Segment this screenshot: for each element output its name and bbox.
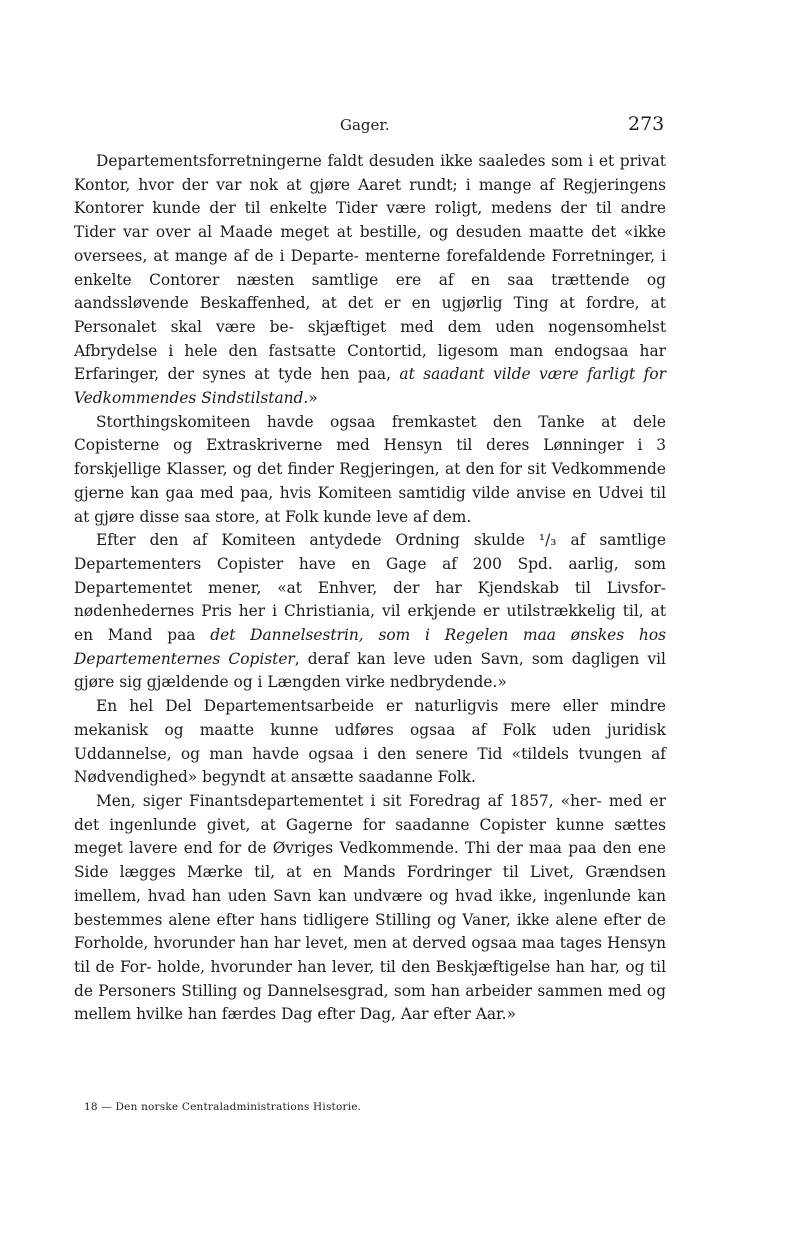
paragraph-5 [74,790,666,1027]
paragraph-2 [74,411,666,530]
paragraph-text: Efter den af Komiteen antydede Ordning skulde ¹/₃ af samtlige Departementers Copister have en Gage af 200 Spd. aarlig, som Departementet mener, «at Enhver, der har Kjendskab til Livsfor‑ nødenhedernes Pris her i Christiania, vil erkjende er utilstrækkelig til, at en Mand paa [74,531,666,645]
running-head: Gager. [340,116,390,134]
body-text [74,150,666,1027]
paragraph-3 [74,529,666,695]
paragraph-1 [74,150,666,411]
italic-emphasis: det Dannelsestrin, som i Regelen maa ønskes hos Departementernes Copister [74,626,666,668]
italic-emphasis: at saadant vilde være farligt for Vedkommendes Sindstilstand. [74,365,666,408]
paragraph-text: Men, siger Finantsdepartementet i sit Foredrag af 1857, «her‑ med er det ingenlunde givet, at Gagerne for saadanne Copister kunne sættes meget lavere end for de Øvriges Vedkommende. Thi der maa paa den ene Side lægges Mærke til, at en Mands Fordringer til Livet, Grændsen imellem, hvad han uden Savn kan undvære og hvad ikke, ingenlunde kan bestemmes alene efter hans tidligere Stilling og Vaner, ikke alene efter de Forholde, hvorunder han har levet, men at derved ogsaa maa tages Hensyn til de For‑ holde, hvorunder han lever, til den Beskjæftigelse han har, og til de Personers Stilling og Dannelsesgrad, som han arbeider sammen med og mellem hvilke han færdes Dag efter Dag, Aar efter Aar.» [74,791,666,1024]
paragraph-text: En hel Del Departementsarbeide er naturligvis mere eller mindre mekanisk og maatte kunne udføres ogsaa af Folk uden juridisk Uddannelse, og man havde ogsaa i den senere Tid «tildels tvungen af Nødvendighed» begyndt at ansætte saadanne Folk. [74,697,666,787]
paragraph-4 [74,695,666,790]
paragraph-text: » [308,389,318,408]
paragraph-text: Storthingskomiteen havde ogsaa fremkastet den Tanke at dele Copisterne og Extraskriverne med Hensyn til deres Lønninger i 3 forskjellige Klasser, og det finder Regjeringen, at den for sit Vedkommende gjerne kan gaa med paa, hvis Komiteen samtidig vilde anvise en Udvei til at gjøre disse saa store, at Folk kunde leve af dem. [74,412,666,526]
paragraph-text: Departementsforretningerne faldt desuden ikke saaledes som i et privat Kontor, hvor der var nok at gjøre Aaret rundt; i mange af Regjeringens Kontorer kunde der til enkelte Tider være roligt, medens der til andre Tider var over al Maade meget at bestille, og desuden maatte det «ikke oversees, at mange af de i Departe‑ menterne forefaldende Forretninger, i enkelte Contorer næsten samtlige ere af en saa trættende og aandssløvende Beskaffenhed, at det er en ugjørlig Ting at fordre, at Personalet skal være be‑ skjæftiget med dem uden nogensomhelst Afbrydelse i hele den fastsatte Contortid, ligesom man endogsaa har Erfaringer, der synes at tyde hen paa, [74,152,666,384]
paragraph-text: , deraf kan leve uden Savn, som dagligen vil gjøre sig gjældende og i Længden virke nedbrydende.» [74,649,666,692]
signature-footer: 18 — Den norske Centraladministrations Historie. [84,1101,362,1113]
page-number: 273 [628,113,665,135]
